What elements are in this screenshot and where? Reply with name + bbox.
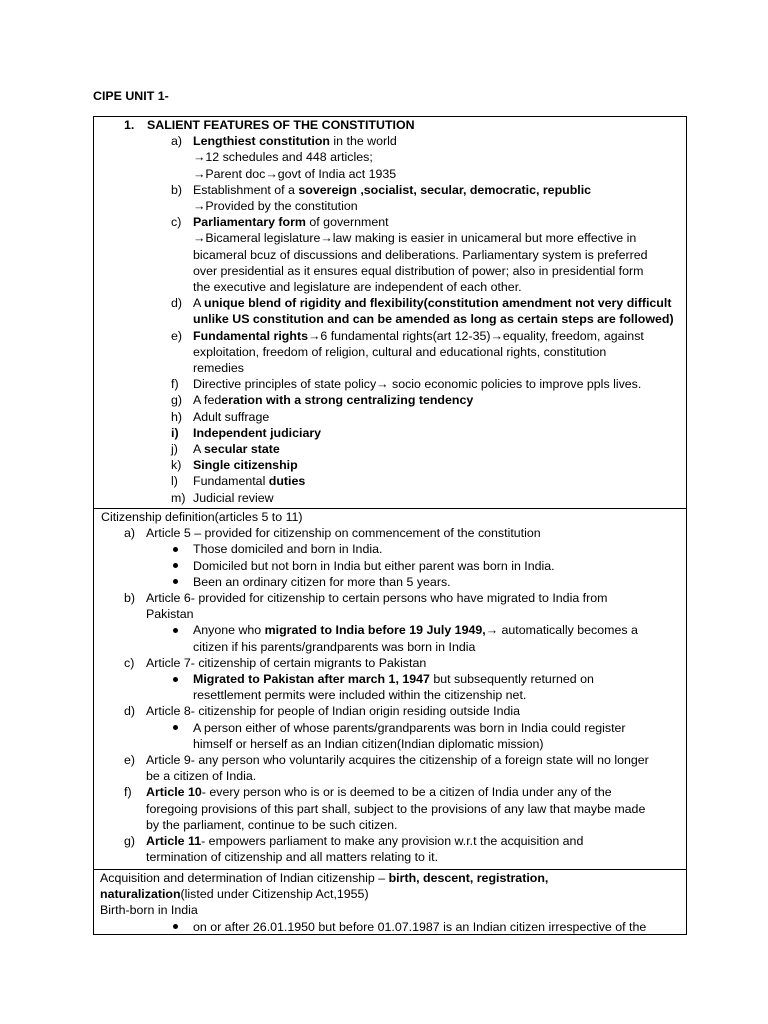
text-run: A person either of whose parents/grandparents was born in India could register [193, 720, 626, 735]
text-run: termination of citizenship and all matters relating to it. [146, 850, 439, 865]
list-marker: j) [171, 442, 178, 456]
text-run: Establishment of a [193, 182, 299, 197]
text-run: (listed under Citizenship Act,1955) [180, 887, 369, 902]
bullet-line [193, 622, 686, 638]
text-run: →Parent doc→govt of India act 1935 [193, 166, 397, 181]
article-line [146, 703, 686, 719]
text-run: bicameral bcuz of discussions and deliberations. Parliamentary system is preferred [193, 247, 648, 262]
text-run: exploitation, freedom of religion, cultural and educational rights, constitution [193, 344, 607, 359]
feature-item-line [193, 457, 686, 473]
text-run: Migrated to Pakistan after march 1, 1947 [193, 672, 430, 686]
text-run: in the world [329, 134, 397, 149]
feature-item-line [193, 344, 686, 360]
article-line [146, 655, 686, 671]
text-run: 6 fundamental rights(art 12-35)→equality, freedom, against [320, 328, 644, 343]
text-run: Adult suffrage [193, 409, 270, 424]
list-marker: f) [124, 785, 132, 800]
list-marker: k) [171, 458, 182, 473]
list-marker: e) [124, 753, 136, 767]
text-run: - empowers parliament to make any provision w.r.t the acquisition and [201, 834, 584, 848]
list-marker: f) [171, 377, 179, 392]
citizenship-definition-box [93, 508, 687, 870]
text-run: Birth-born in India [100, 903, 198, 918]
text-run: →Provided by the constitution [193, 199, 358, 213]
section-number: 1. [124, 118, 135, 132]
article-line [146, 768, 686, 784]
text-run: Article 9- any person who voluntarily acquires the citizenship of a foreign state will no longer [146, 753, 649, 767]
text-run: Independent judiciary [193, 425, 322, 440]
text-run: be a citizen of India. [146, 769, 257, 784]
bullet-icon [173, 547, 178, 552]
list-marker: a) [171, 134, 183, 149]
bullet-icon [173, 924, 178, 929]
article-line [146, 525, 686, 541]
list-marker: c) [124, 655, 135, 670]
text-run: unique blend of rigidity and flexibility(constitution amendment not very difficult [204, 296, 672, 311]
text-run: over presidential as it ensures equal distribution of power; also in presidential form [193, 263, 644, 278]
article-line [146, 833, 686, 849]
list-marker: g) [124, 834, 136, 848]
text-run: - every person who is or is deemed to be a citizen of India under any of the [201, 785, 612, 800]
bullet-icon [173, 725, 178, 730]
feature-item-line [193, 311, 686, 327]
text-run: Anyone who [193, 623, 265, 638]
acquisition-line [100, 902, 686, 918]
page-title: CIPE UNIT 1- [93, 89, 169, 103]
bullet-icon [173, 579, 178, 584]
text-run: by the parliament, continue to be such citizen. [146, 817, 398, 832]
text-run: Article 10 [146, 785, 202, 800]
article-line [146, 606, 686, 622]
bullet-line [193, 687, 686, 703]
text-run: →12 schedules and 448 articles; [193, 150, 373, 165]
article-line [146, 752, 686, 768]
feature-item-line [193, 490, 686, 506]
list-marker: a) [124, 526, 136, 541]
text-run: secular state [204, 442, 280, 456]
list-marker: l) [171, 474, 178, 489]
feature-item-line [193, 133, 686, 149]
feature-item-line [193, 376, 686, 392]
text-run: of government [305, 215, 389, 230]
text-run: Fundamental [193, 474, 269, 489]
feature-item-line [193, 441, 686, 457]
feature-item-line [193, 214, 686, 230]
list-marker: m) [171, 490, 186, 505]
text-run: foregoing provisions of this part shall, subject to the provisions of any law that maybe made [146, 801, 646, 816]
bullet-icon [173, 677, 178, 682]
text-run: Article 8- citizenship for people of Indian origin residing outside India [146, 704, 521, 719]
feature-item-line [193, 409, 686, 425]
bullet-icon [173, 563, 178, 568]
text-run: unlike US constitution and can be amended as long as certain steps are followed) [193, 312, 674, 327]
text-run: citizen if his parents/grandparents was born in India [193, 639, 476, 654]
acquisition-box [93, 869, 687, 935]
feature-item-line [193, 328, 686, 344]
list-marker: i) [171, 425, 179, 440]
feature-item-line [193, 263, 686, 279]
article-line [146, 784, 686, 800]
feature-item-line [193, 149, 686, 165]
list-marker: b) [124, 591, 136, 605]
text-run: Been an ordinary citizen for more than 5 years. [193, 574, 451, 589]
list-marker: g) [171, 393, 183, 408]
text-run: Domiciled but not born in India but either parent was born in India. [193, 558, 555, 573]
feature-item-line [193, 360, 686, 376]
feature-item-line [193, 425, 686, 441]
text-run: Those domiciled and born in India. [193, 542, 383, 557]
feature-item-line [193, 279, 686, 295]
article-line [146, 817, 686, 833]
bullet-line [193, 574, 686, 590]
text-run: Fundamental rights→ [193, 328, 321, 343]
text-run: A fed [193, 393, 222, 408]
text-run: →Bicameral legislature→law making is easier in unicameral but more effective in [193, 231, 637, 246]
text-run: Directive principles of state policy→ socio economic policies to improve ppls lives. [193, 377, 642, 392]
feature-item-line [193, 166, 686, 182]
feature-item-line [193, 295, 686, 311]
text-run: A [193, 296, 205, 311]
article-line [146, 801, 686, 817]
text-run: → automatically becomes a [485, 623, 638, 638]
text-run: on or after 26.01.1950 but before 01.07.1987 is an Indian citizen irrespective of the [193, 919, 647, 934]
text-run: but subsequently returned on [429, 672, 594, 686]
feature-item-line [193, 198, 686, 214]
text-run: Article 5 – provided for citizenship on commencement of the constitution [146, 526, 541, 541]
text-run: Article 7- citizenship of certain migrants to Pakistan [146, 655, 427, 670]
text-run: Parliamentary form [193, 215, 306, 230]
citizenship-heading: Citizenship definition(articles 5 to 11) [101, 510, 303, 524]
feature-item-line [193, 182, 686, 198]
text-run: Article 6- provided for citizenship to certain persons who have migrated to India from [146, 591, 608, 605]
bullet-icon [173, 628, 178, 633]
text-run: Lengthiest constitution [193, 134, 330, 149]
text-run: sovereign ,socialist, secular, democratic, republic [298, 182, 592, 197]
text-run: duties [268, 474, 306, 489]
text-run: eration with a strong centralizing tendency [221, 393, 474, 408]
list-marker: c) [171, 215, 182, 230]
text-run: Acquisition and determination of Indian citizenship – [100, 871, 389, 885]
text-run: migrated to India before 19 July 1949, [264, 623, 486, 638]
bullet-line [193, 919, 686, 935]
text-run: Article 11 [146, 834, 202, 848]
text-run: Single citizenship [193, 458, 298, 473]
bullet-line [193, 639, 686, 655]
list-marker: d) [124, 704, 136, 719]
bullet-line [193, 736, 686, 752]
text-run: resettlement permits were included within the citizenship net. [193, 688, 527, 703]
list-marker: e) [171, 328, 183, 343]
bullet-line [193, 671, 686, 687]
feature-item-line [193, 473, 686, 489]
text-run: Judicial review [193, 490, 274, 505]
acquisition-line [100, 870, 686, 886]
article-line [146, 590, 686, 606]
text-run: remedies [193, 361, 244, 375]
text-run: Pakistan [146, 607, 194, 622]
feature-item-line [193, 392, 686, 408]
bullet-line [193, 541, 686, 557]
feature-item-line [193, 247, 686, 263]
article-line [146, 849, 686, 865]
section-heading: SALIENT FEATURES OF THE CONSTITUTION [147, 118, 415, 132]
text-run: naturalization [100, 887, 181, 902]
text-run: A [193, 442, 205, 456]
text-run: the executive and legislature are independent of each other. [193, 280, 522, 294]
list-marker: d) [171, 296, 183, 311]
text-run: himself or herself as an Indian citizen(Indian diplomatic mission) [193, 736, 544, 751]
salient-features-box [93, 116, 687, 509]
feature-item-line [193, 230, 686, 246]
acquisition-line [100, 886, 686, 902]
text-run: birth, descent, registration, [388, 871, 549, 885]
bullet-line [193, 720, 686, 736]
list-marker: h) [171, 409, 183, 424]
bullet-line [193, 558, 686, 574]
list-marker: b) [171, 182, 183, 197]
